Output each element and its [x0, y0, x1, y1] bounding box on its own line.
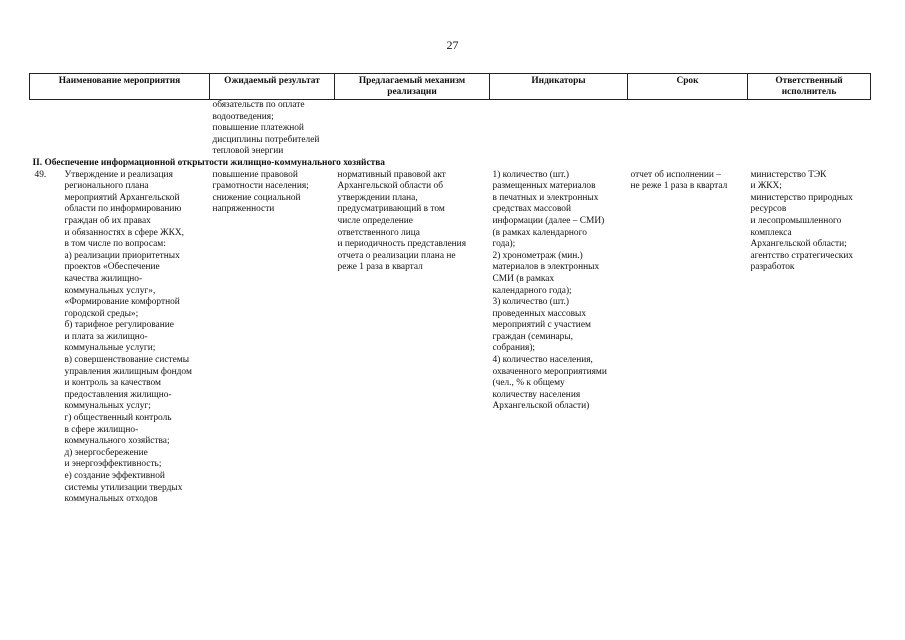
header-measure-name: Наименование мероприятия	[30, 74, 210, 100]
section-row	[30, 158, 871, 170]
expected-result: повышение правовой грамотности населения; снижение социальной напряженности	[212, 169, 309, 215]
table-header-row	[30, 74, 871, 100]
term: отчет об исполнении – не реже 1 раза в квартал	[630, 169, 728, 192]
indicators: 1) количество (шт.) размещенных материалов в печатных и электронных средствах массовой информации (далее – СМИ) (в рамках календарного года); 2) хронометраж (мин.) материалов в электронных СМИ (в рамках календарного года); 3) количество (шт.) проведенных массовых мероприятий с участием граждан (семинары, собрания); 4) количество населения, охваченного мероприятиями (чел., % к общему количеству населения Архангельской области)	[492, 169, 607, 412]
page-number: 27	[446, 38, 459, 52]
header-responsible: Ответственный исполнитель	[748, 74, 871, 100]
mechanism: нормативный правовой акт Архангельской области об утверждении плана, предусматривающий в том числе определение ответственного лица и периодичность представления отчета о реализации плана не реже 1 раза в квартал	[337, 169, 467, 273]
measure-cell	[30, 170, 210, 506]
header-expected-result: Ожидаемый результат	[210, 74, 335, 100]
responsible: министерство ТЭК и ЖКХ; министерство природных ресурсов и лесопромышленного комплекса Архангельской области; агентство стратегических разработок	[750, 169, 854, 273]
section-title: II. Обеспечение информационной открытости жилищно-коммунального хозяйства	[32, 157, 385, 168]
header-term: Срок	[628, 74, 748, 100]
continuation-row	[30, 100, 871, 158]
measure-name: Утверждение и реализация регионального плана мероприятий Архангельской области по информированию граждан об их правах и обязанностях в сфере ЖКХ, в том числе по вопросам: а) реализации приоритетных проектов «Обеспечение качества жилищно- коммунальных услуг», «Формирование комфортной городской среды»; б) тарифное регулирование и плата за жилищно- коммунальные услуги; в) совершенствование системы управления жилищным фондом и контроль за качеством предоставления жилищно- коммунальных услуг; г) общественный контроль в сфере жилищно- коммунального хозяйства; д) энергосбережение и энергоэффективность; е) создание эффективной системы утилизации твердых коммунальных отходов	[64, 169, 192, 505]
header-indicators: Индикаторы	[490, 74, 628, 100]
header-mechanism: Предлагаемый механизм реализации	[335, 74, 490, 100]
continuation-expected-result: обязательств по оплате водоотведения; повышение платежной дисциплины потребителей тепловой энергии	[212, 100, 320, 157]
row-number: 49.	[34, 169, 47, 180]
measures-table	[29, 73, 871, 506]
table-row	[30, 170, 871, 506]
